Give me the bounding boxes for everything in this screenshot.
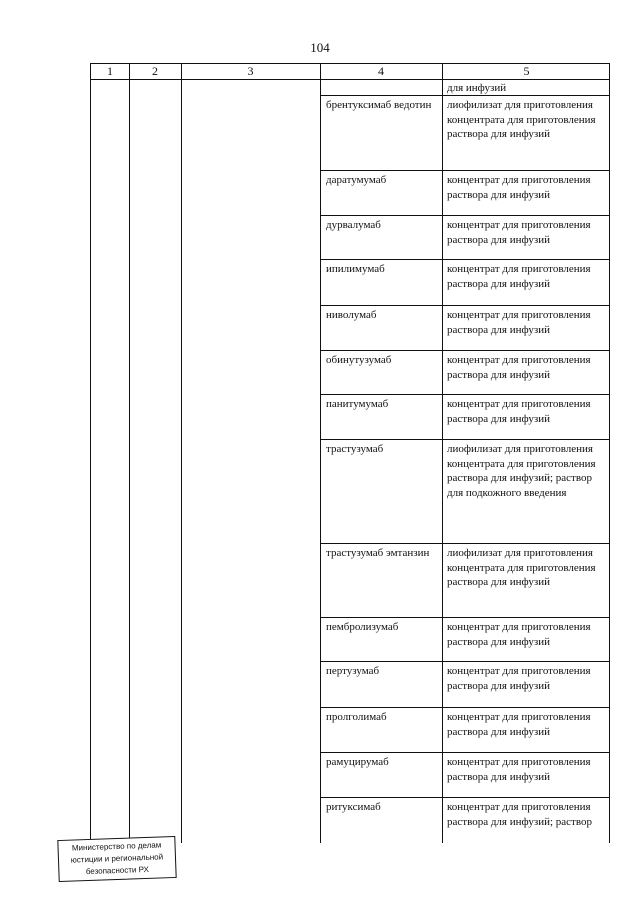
page-number: 104 xyxy=(310,40,330,55)
row-divider xyxy=(320,617,609,618)
row-divider xyxy=(320,543,609,544)
drug-table xyxy=(90,63,610,843)
drug-name-cell: трастузумаб xyxy=(326,443,384,455)
drug-form-cell: лиофилизат для приготовления концентрата для приготовления раствора для инфузий xyxy=(447,547,596,589)
drug-form-cell: концентрат для приготовления раствора для инфузий xyxy=(447,621,591,648)
drug-name-cell: ниволумаб xyxy=(326,309,377,321)
row-divider xyxy=(320,95,609,96)
row-divider xyxy=(320,170,609,171)
column-header-2: 2 xyxy=(152,64,158,78)
drug-form-cell: концентрат для приготовления раствора для инфузий xyxy=(447,711,591,738)
row-divider xyxy=(320,707,609,708)
drug-form-cell: лиофилизат для приготовления концентрата для приготовления раствора для инфузий; раствор для подкожного введения xyxy=(447,443,596,499)
row-divider xyxy=(320,215,609,216)
drug-form-cell: концентрат для приготовления раствора для инфузий xyxy=(447,263,591,290)
drug-form-cell: концентрат для приготовления раствора для инфузий xyxy=(447,174,591,201)
column-header-3: 3 xyxy=(247,64,254,78)
row-divider xyxy=(320,394,609,395)
drug-form-cell: лиофилизат для приготовления концентрата для приготовления раствора для инфузий xyxy=(447,99,596,141)
row-divider xyxy=(320,350,609,351)
row-divider xyxy=(320,305,609,306)
drug-name-cell: брентуксимаб ведотин xyxy=(326,99,432,111)
ministry-stamp: Министерство по делам юстиции и региональной безопасности РХ xyxy=(57,836,176,882)
drug-name-cell: пертузумаб xyxy=(326,665,380,677)
column-header-5: 5 xyxy=(523,64,530,78)
drug-form-cell: концентрат для приготовления раствора для инфузий xyxy=(447,309,591,336)
drug-name-cell: пролголимаб xyxy=(326,711,387,723)
drug-name-cell: дурвалумаб xyxy=(326,219,381,231)
row-divider xyxy=(320,439,609,440)
drug-name-cell: рамуцирумаб xyxy=(326,756,389,768)
drug-form-cell: концентрат для приготовления раствора для инфузий xyxy=(447,219,591,246)
drug-name-cell: обинутузумаб xyxy=(326,354,392,366)
row-divider xyxy=(320,752,609,753)
row-divider xyxy=(320,259,609,260)
drug-name-cell: даратумумаб xyxy=(326,174,387,186)
row-divider xyxy=(320,661,609,662)
column-divider xyxy=(320,64,321,843)
drug-form-cell: концентрат для приготовления раствора для инфузий xyxy=(447,398,591,425)
drug-name-cell: ритуксимаб xyxy=(326,801,381,813)
drug-name-cell: панитумумаб xyxy=(326,398,389,410)
drug-form-cell: концентрат для приготовления раствора для инфузий xyxy=(447,354,591,381)
drug-name-cell: ипилимумаб xyxy=(326,263,385,275)
header-divider xyxy=(91,79,609,80)
drug-form-cell: концентрат для приготовления раствора для инфузий; раствор xyxy=(447,801,592,828)
column-divider xyxy=(442,64,443,843)
drug-form-cell: концентрат для приготовления раствора для инфузий xyxy=(447,665,591,692)
column-divider xyxy=(129,64,130,843)
column-header-1: 1 xyxy=(107,64,113,78)
drug-form-cell: концентрат для приготовления раствора для инфузий xyxy=(447,756,591,783)
continued-form-cell: для инфузий xyxy=(447,82,507,94)
drug-name-cell: трастузумаб эмтанзин xyxy=(326,547,430,559)
column-header-4: 4 xyxy=(378,64,384,78)
row-divider xyxy=(320,797,609,798)
drug-name-cell: пембролизумаб xyxy=(326,621,399,633)
column-divider xyxy=(181,64,182,843)
